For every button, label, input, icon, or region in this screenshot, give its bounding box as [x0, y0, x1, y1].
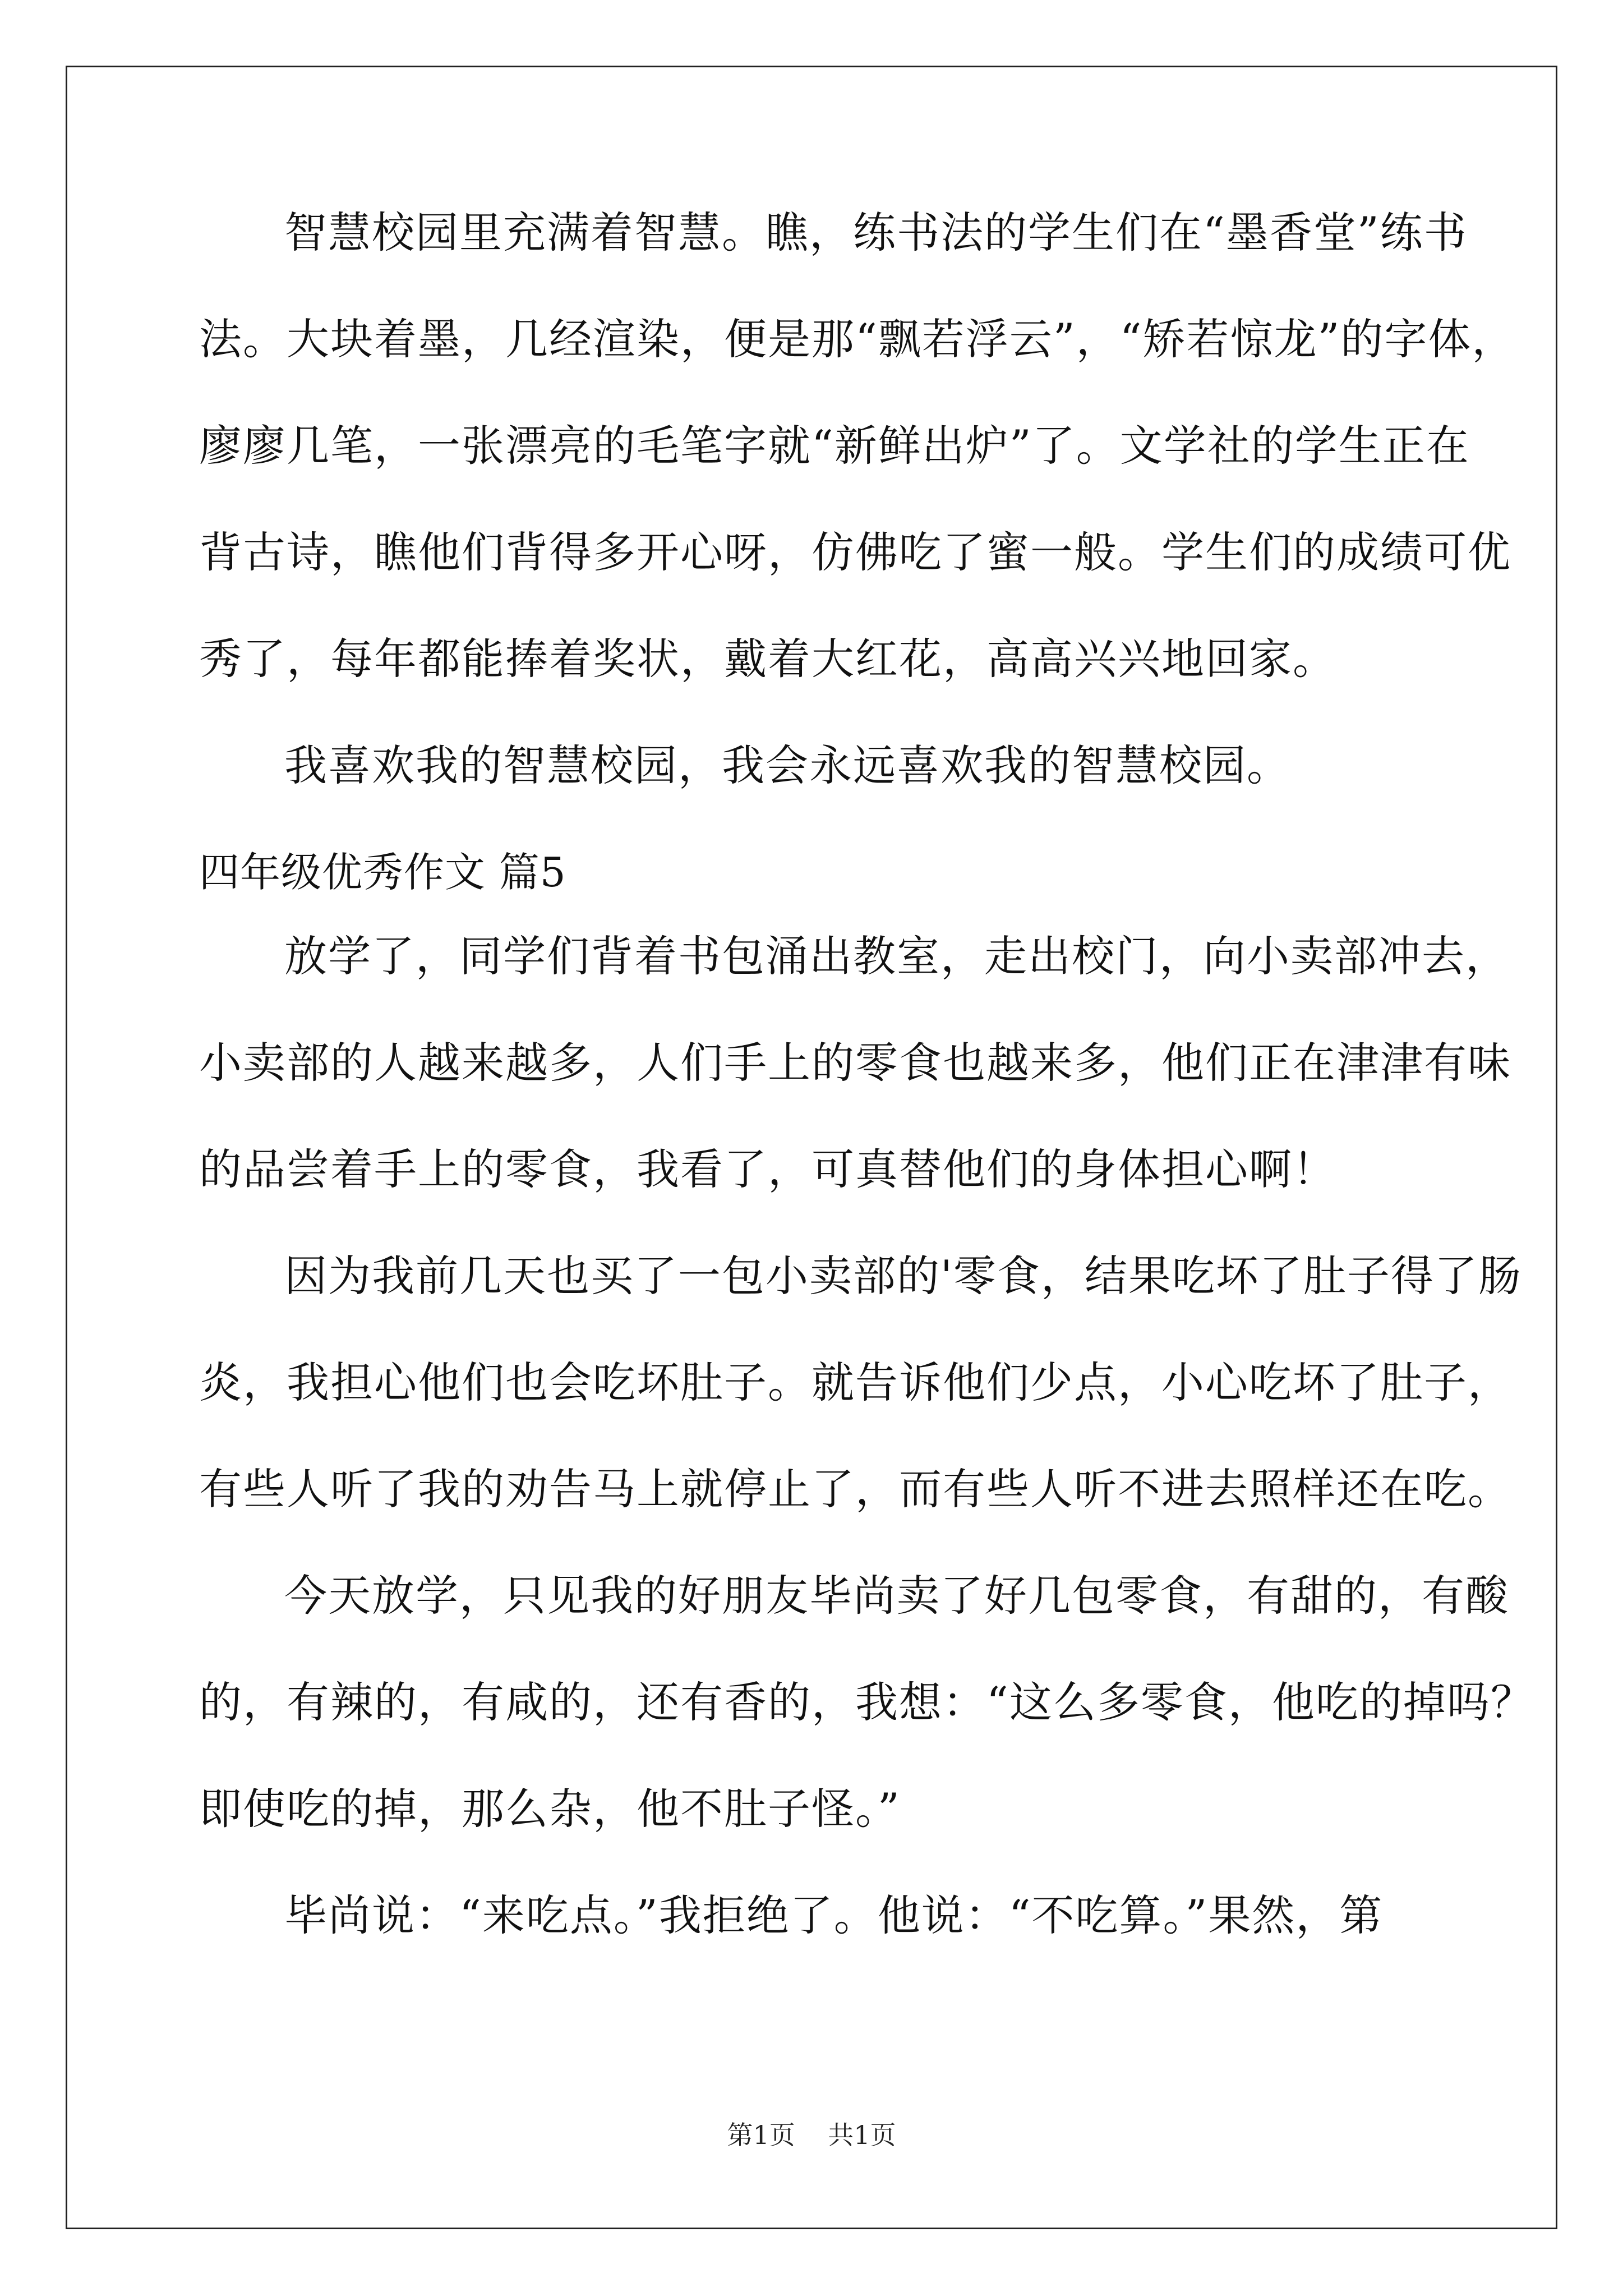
paragraph-line: 的，有辣的，有咸的，还有香的，我想：“这么多零食，他吃的掉吗？ — [199, 1677, 1534, 1727]
paragraph-line: 因为我前几天也买了一包小卖部的'零食，结果吃坏了肚子得了肠 — [284, 1251, 1522, 1301]
paragraph-line: 即使吃的掉，那么杂，他不肚子怪。” — [199, 1784, 901, 1834]
page-footer: 第1页 共1页 — [727, 2120, 896, 2150]
paragraph-line: 有些人听了我的劝告马上就停止了，而有些人听不进去照样还在吃。 — [199, 1464, 1511, 1514]
paragraph-line: 毕尚说：“来吃点。”我拒绝了。他说：“不吃算。”果然，第 — [284, 1890, 1384, 1940]
paragraph-line: 我喜欢我的智慧校园，我会永远喜欢我的智慧校园。 — [284, 740, 1290, 790]
document-body — [199, 208, 1534, 1997]
paragraph-line: 秀了，每年都能捧着奖状，戴着大红花，高高兴兴地回家。 — [199, 634, 1336, 684]
paragraph-line: 背古诗，瞧他们背得多开心呀，仿佛吃了蜜一般。学生们的成绩可优 — [199, 527, 1511, 577]
paragraph-line: 小卖部的人越来越多，人们手上的零食也越来多，他们正在津津有味 — [199, 1038, 1511, 1088]
paragraph-line: 的品尝着手上的零食，我看了，可真替他们的身体担心啊！ — [199, 1144, 1336, 1194]
paragraph-line: 放学了，同学们背着书包涌出教室，走出校门，向小卖部冲去， — [284, 931, 1509, 981]
paragraph-line: 炎，我担心他们也会吃坏肚子。就告诉他们少点，小心吃坏了肚子， — [199, 1358, 1511, 1407]
paragraph-line: 法。大块着墨，几经渲染，便是那“飘若浮云”，“矫若惊龙”的字体， — [199, 314, 1516, 364]
paragraph-line: 廖廖几笔，一张漂亮的毛笔字就“新鲜出炉”了。文学社的学生正在 — [199, 421, 1470, 471]
paragraph-line: 今天放学，只见我的好朋友毕尚卖了好几包零食，有甜的，有酸 — [284, 1571, 1509, 1621]
paragraph-line: 智慧校园里充满着智慧。瞧，练书法的学生们在“墨香堂”练书 — [284, 208, 1468, 257]
section-heading: 四年级优秀作文 篇5 — [199, 849, 566, 896]
